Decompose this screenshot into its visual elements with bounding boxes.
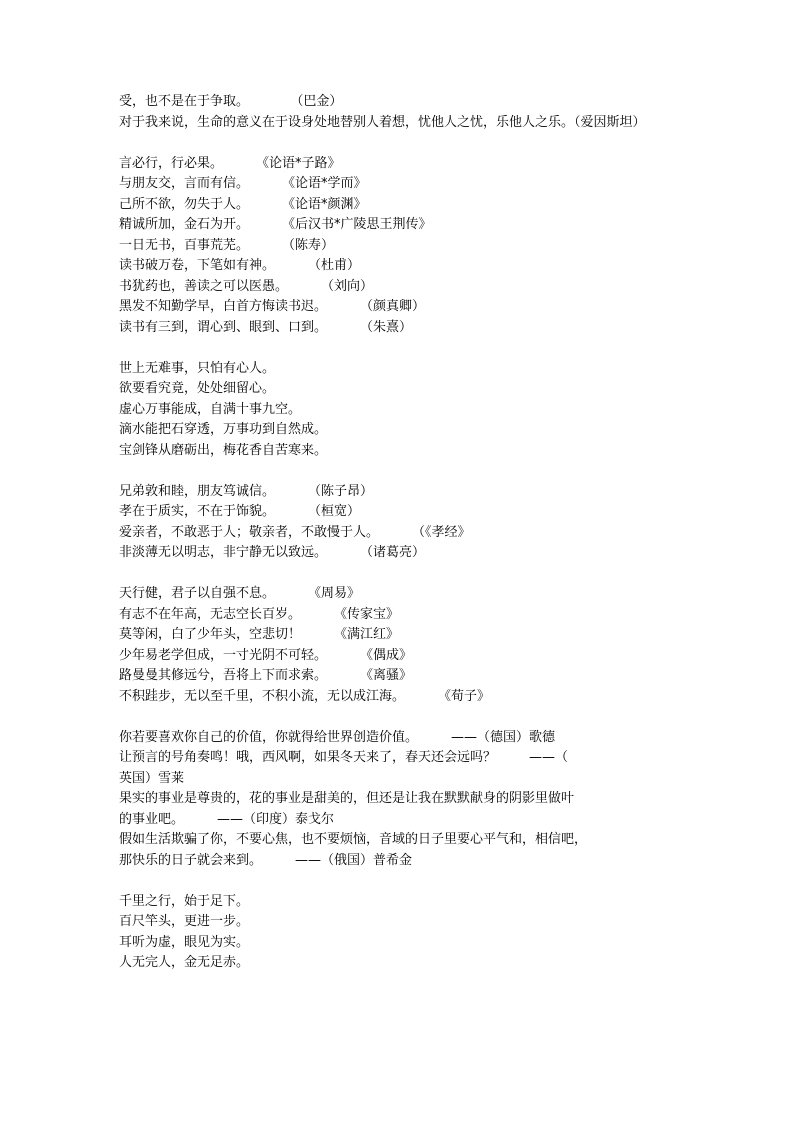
text-line: 读书破万卷，下笔如有神。 （杜甫） <box>119 258 361 273</box>
text-line: 天行健，君子以自强不息。 《周易》 <box>119 586 361 601</box>
quote-group <box>119 359 719 462</box>
quote-group <box>119 584 719 707</box>
text-line: 有志不在年高，无志空长百岁。 《传家宝》 <box>119 606 400 622</box>
text-line: 莫等闲，白了少年头，空悲切！ 《满江红》 <box>119 627 400 642</box>
text-line: 言必行，行必果。 《论语*子路》 <box>119 155 341 171</box>
text-line: 少年易老学但成，一寸光阴不可轻。 《偶成》 <box>119 647 413 663</box>
text-line: 那快乐的日子就会来到。 ——（俄国）普希金 <box>119 852 413 868</box>
text-line: 你若要喜欢你自己的价值，你就得给世界创造价值。 ——（德国）歌德 <box>119 729 556 745</box>
text-line: 的事业吧。 ——（印度）泰戈尔 <box>119 811 335 827</box>
text-line: 对于我来说，生命的意义在于设身处地替别人着想，忧他人之忧，乐他人之乐。（爱因斯坦） <box>119 114 646 130</box>
text-line: 让预言的号角奏鸣！哦，西风啊，如果冬天来了，春天还会远吗？ ——（ <box>119 750 569 765</box>
quote-group <box>119 728 719 872</box>
text-line: 精诚所加，金石为开。 《后汉书*广陵思王荆传》 <box>119 217 432 232</box>
text-line: 英国）雪莱 <box>119 770 185 786</box>
paragraph-gap <box>119 461 719 482</box>
quote-group <box>119 892 719 974</box>
paragraph-gap <box>119 564 719 585</box>
text-line: 世上无难事，只怕有心人。 <box>119 360 276 376</box>
text-line: 百尺竿头，更进一步。 <box>119 914 250 929</box>
text-line: 己所不欲，勿失于人。 《论语*颜渊》 <box>119 196 367 212</box>
text-line: 与朋友交，言而有信。 《论语*学而》 <box>119 176 367 191</box>
text-line: 受，也不是在于争取。 （巴金） <box>119 94 343 109</box>
text-line: 兄弟敦和睦，朋友笃诚信。 （陈子昂） <box>119 483 374 499</box>
text-line: 读书有三到，谓心到、眼到、口到。 （朱熹） <box>119 319 413 335</box>
document-page <box>119 92 719 974</box>
text-line: 千里之行，始于足下。 <box>119 893 250 909</box>
text-line: 耳听为虚，眼见为实。 <box>119 934 250 950</box>
text-line: 黑发不知勤学早，白首方悔读书迟。 （颜真卿） <box>119 299 426 314</box>
text-line: 不积跬步，无以至千里，不积小流，无以成江海。 《荀子》 <box>119 688 491 704</box>
text-line: 路曼曼其修远兮，吾将上下而求索。 《离骚》 <box>119 668 413 683</box>
text-line: 非淡薄无以明志，非宁静无以致远。 （诸葛亮） <box>119 545 426 560</box>
text-line: 滴水能把石穿透，万事功到自然成。 <box>119 422 328 437</box>
text-line: 书犹药也，善读之可以医愚。 （刘向） <box>119 278 374 294</box>
text-line: 果实的事业是尊贵的，花的事业是甜美的，但还是让我在默默献身的阴影里做叶 <box>119 791 575 806</box>
quote-group <box>119 92 719 133</box>
quote-group <box>119 482 719 564</box>
text-line: 孝在于质实，不在于饰貌。 （桓宽） <box>119 504 361 519</box>
text-line: 一日无书，百事荒芜。 （陈寿） <box>119 237 335 253</box>
text-line: 人无完人，金无足赤。 <box>119 955 250 970</box>
paragraph-gap <box>119 338 719 359</box>
paragraph-gap <box>119 707 719 728</box>
paragraph-gap <box>119 133 719 154</box>
text-line: 虚心万事能成，自满十事九空。 <box>119 401 302 417</box>
paragraph-gap <box>119 871 719 892</box>
text-line: 爱亲者，不敢恶于人；敬亲者，不敢慢于人。 （《孝经》 <box>119 524 471 540</box>
quote-group <box>119 154 719 339</box>
text-line: 欲要看究竟，处处细留心。 <box>119 381 276 396</box>
text-line: 宝剑锋从磨砺出，梅花香自苦寒来。 <box>119 442 328 458</box>
text-line: 假如生活欺骗了你，不要心焦，也不要烦恼，音域的日子里要心平气和，相信吧， <box>119 832 588 847</box>
